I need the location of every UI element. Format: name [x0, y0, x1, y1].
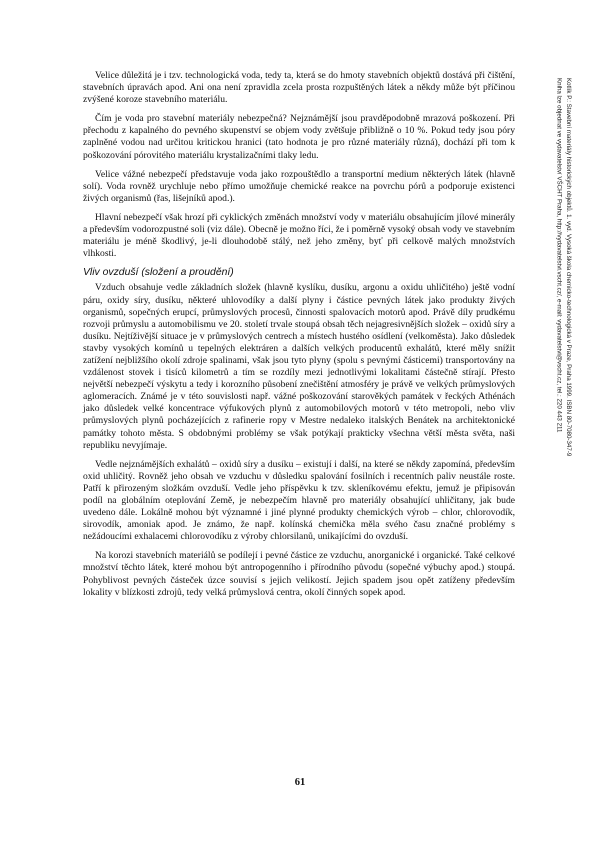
side-note-order-info: Kniha lze objednat ve vydavatelství VŠCHT Praha, http://vydavatelstvi.vscht.cz/, e-mail: vydavatelstvi@vscht.cz, tel.: 220 443 211 [555, 78, 563, 433]
section-heading: Vliv ovzduší (složení a proudění) [83, 267, 234, 279]
paragraph-solid-particles: Na korozi stavebních materiálů se podílejí i pevné částice ze vzduchu, anorganické i organické. Také celkové množství těchto látek, které mohou být antropogenního i přírodního původu (sopečné výbuchy apod.) stoupá. Pohyblivost pevných částeček úzce souvisí s jejich velikostí. Jejich spadem jsou opět zatíženy především lokality v blízkosti zdrojů, tedy velká průmyslová centra, okolí činných sopek apod. [83, 550, 515, 598]
paragraph-exhalates: Vedle nejznámějších exhalátů – oxidů síry a dusíku – existují i další, na které se někdy zapomíná, především oxid uhličitý. Rovněž jeho obsah ve vzduchu v důsledku spalování fosilních i recentních paliv neustále roste. Patří k přirozeným složkám ovzduší. Vedle jeho příspěvku k tzv. skleníkovému efektu, jemuž je připisován podíl na globálním oteplování Země, je nebezpečím hlavně pro materiály obsahující uhličitany, jak bude uvedeno dále. Lokálně mohou být významné i jiné plynné produkty chemických výrob – chlor, chlorovodík, sirovodík, amoniak apod. Je známo, že např. kolínská chemička měla svého času značné problémy s nežádoucími exhalacemi chlorovodíku z výroby chlorsilanů, unikajícími do ovzduší. [83, 458, 515, 543]
paragraph-frost-damage: Čím je voda pro stavební materiály nebezpečná? Nejznámější jsou pravděpodobně mrazová poškození. Při přechodu z kapalného do pevného skupenství se objem vody zvětšuje přibližně o 10 %. Pokud tedy jsou póry zaplněné vodou nad určitou kritickou hranici (tato hodnota je pro různé materiály různá), dochází při tom k poškozování pórovitého materiálu krystalizačními tlaky ledu. [83, 113, 515, 161]
paragraph-technological-water: Velice důležitá je i tzv. technologická voda, tedy ta, která se do hmoty stavebních objektů dostává při čištění, stavebních úpravách apod. Ani ona není zpravidla zcela prosta rozpuštěných látek a někdy může být příčinou zvýšené koroze stavebního materiálu. [83, 70, 515, 106]
paragraph-cyclic-changes: Hlavní nebezpečí však hrozí při cyklických změnách množství vody v materiálu obsahujícím jílové minerály a především vodorozpustné soli (viz dále). Obecně je možno říci, že i poměrně vysoký obsah vody ve stavebním materiálu je méně škodlivý, je-li dlouhodobě stálý, než jeho změny, byť při celkově malých množstvích vlhkosti. [83, 211, 515, 260]
paragraph-water-solvent: Velice vážné nebezpečí představuje voda jako rozpouštědlo a transportní medium některých látek (hlavně solí). Voda rovněž urychluje nebo přímo umožňuje chemické reakce na povrchu pórů a podporuje existenci živých organismů (řas, lišejníků apod.). [83, 168, 515, 204]
page-number: 61 [294, 777, 306, 788]
page-body [83, 70, 515, 606]
side-citation-note [533, 78, 573, 678]
paragraph-air-composition: Vzduch obsahuje vedle základních složek (hlavně kyslíku, dusíku, argonu a oxidu uhličitého) ještě vodní páru, oxidy síry, dusíku, některé uhlovodíky a další plyny i částice pevných látek jako produkty živých organismů, sopečných erupcí, průmyslových procesů, činnosti spalovacích motorů apod. Právě díly prudkému rozvoji průmyslu a automobilismu ve 20. století trvale stoupá obsah těch nejagresivnějších složek – oxidů síry a dusíku. Nejtíživější situace je v průmyslových centrech a místech hustého osídlení (velkoměsta). Jako důsledek stavby vysokých komínů u tepelných elektráren a dalších velkých producentů exhalátů, které měly snížit zatížení nejbližšího okolí zdroje spalinami, však jsou tyto plyny (spolu s pevnými částicemi) transportovány na vzdálenost stovek i tisíců kilometrů a tím se rozdíly mezi jednotlivými lokalitami částečně stírají. Přesto největší nebezpečí výskytu a tedy i korozního působení znečištění atmosféry je právě ve velkých průmyslových aglomeracích. Známé je v této souvislosti např. vážné poškozování starověkých památek v řeckých Athénách jako důsledek velké koncentrace výfukových plynů z automobilových motorů v této metropoli, nebo vliv průmyslových plynů pocházejících z rafinerie ropy v Mestre nedaleko italských Benátek na architektonické památky tohoto města. S obdobnými problémy se však potýkají prakticky všechna větší města světa, naši republiku nevyjímaje. [83, 282, 515, 451]
side-note-citation: Kotlík P.: Stavební materiály historických objektů. 1. vyd. Vysoká škola chemicko-technologická v Praze, Praha 1999. ISBN 80-7080-347-9 [565, 78, 572, 457]
